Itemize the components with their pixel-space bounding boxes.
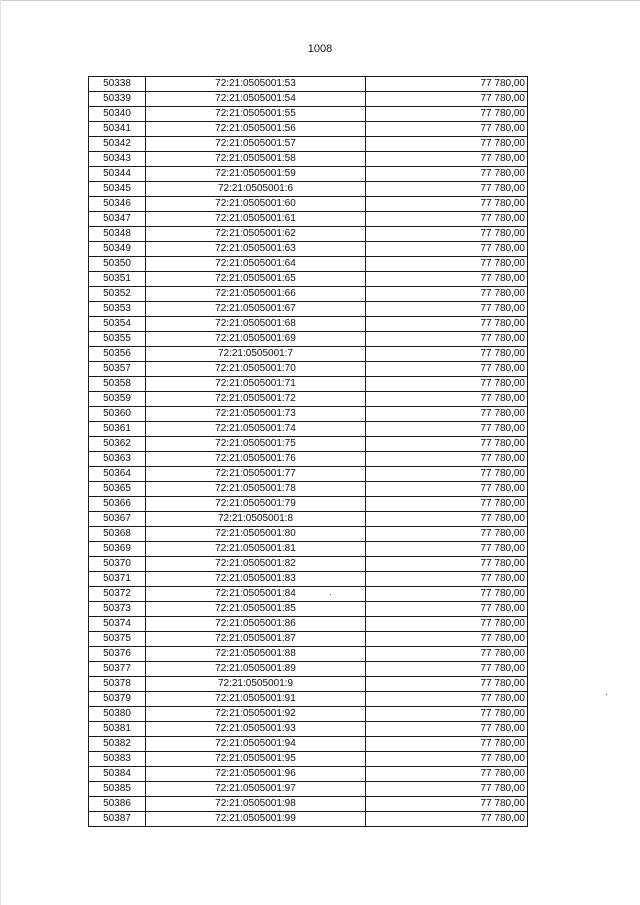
amount-cell: 77 780,00: [366, 197, 528, 212]
table-row: [89, 587, 528, 602]
table-row: [89, 557, 528, 572]
cadastral-number-cell: 72:21:0505001:69: [146, 332, 366, 347]
row-number-cell: 50365: [89, 482, 146, 497]
row-number-cell: 50361: [89, 422, 146, 437]
cadastral-number-cell: 72:21:0505001:93: [146, 722, 366, 737]
row-number-cell: 50343: [89, 152, 146, 167]
table-row: [89, 467, 528, 482]
amount-cell: 77 780,00: [366, 92, 528, 107]
row-number-cell: 50341: [89, 122, 146, 137]
row-number-cell: 50362: [89, 437, 146, 452]
row-number-cell: 50353: [89, 302, 146, 317]
table-row: [89, 377, 528, 392]
row-number-cell: 50377: [89, 662, 146, 677]
cadastral-number-cell: 72:21:0505001:61: [146, 212, 366, 227]
cadastral-number-cell: 72:21:0505001:89: [146, 662, 366, 677]
row-number-cell: 50344: [89, 167, 146, 182]
row-number-cell: 50383: [89, 752, 146, 767]
cadastral-number-cell: 72:21:0505001:95: [146, 752, 366, 767]
scan-edge-left: [0, 0, 1, 905]
table-row: [89, 452, 528, 467]
table-row: [89, 437, 528, 452]
row-number-cell: 50381: [89, 722, 146, 737]
row-number-cell: 50350: [89, 257, 146, 272]
row-number-cell: 50384: [89, 767, 146, 782]
cadastral-number-cell: 72:21:0505001:85: [146, 602, 366, 617]
row-number-cell: 50356: [89, 347, 146, 362]
table-row: [89, 812, 528, 827]
amount-cell: 77 780,00: [366, 122, 528, 137]
cadastral-number-cell: 72:21:0505001:92: [146, 707, 366, 722]
row-number-cell: 50379: [89, 692, 146, 707]
amount-cell: 77 780,00: [366, 227, 528, 242]
cadastral-number-cell: 72:21:0505001:84: [146, 587, 366, 602]
table-row: [89, 257, 528, 272]
amount-cell: 77 780,00: [366, 317, 528, 332]
table-row: [89, 677, 528, 692]
cadastral-number-cell: 72:21:0505001:96: [146, 767, 366, 782]
row-number-cell: 50354: [89, 317, 146, 332]
amount-cell: 77 780,00: [366, 422, 528, 437]
table-row: [89, 632, 528, 647]
table-row: [89, 302, 528, 317]
table-row: [89, 317, 528, 332]
amount-cell: 77 780,00: [366, 137, 528, 152]
cadastral-number-cell: 72:21:0505001:57: [146, 137, 366, 152]
table-row: [89, 332, 528, 347]
amount-cell: 77 780,00: [366, 572, 528, 587]
amount-cell: 77 780,00: [366, 302, 528, 317]
table-row: [89, 767, 528, 782]
cadastral-number-cell: 72:21:0505001:94: [146, 737, 366, 752]
cadastral-number-cell: 72:21:0505001:91: [146, 692, 366, 707]
row-number-cell: 50351: [89, 272, 146, 287]
cadastral-number-cell: 72:21:0505001:77: [146, 467, 366, 482]
row-number-cell: 50345: [89, 182, 146, 197]
amount-cell: 77 780,00: [366, 632, 528, 647]
amount-cell: 77 780,00: [366, 587, 528, 602]
row-number-cell: 50342: [89, 137, 146, 152]
table-row: [89, 512, 528, 527]
cadastral-number-cell: 72:21:0505001:73: [146, 407, 366, 422]
row-number-cell: 50339: [89, 92, 146, 107]
row-number-cell: 50369: [89, 542, 146, 557]
scan-edge-top: [0, 0, 640, 1]
table-row: [89, 167, 528, 182]
amount-cell: 77 780,00: [366, 332, 528, 347]
row-number-cell: 50385: [89, 782, 146, 797]
cadastral-number-cell: 72:21:0505001:62: [146, 227, 366, 242]
amount-cell: 77 780,00: [366, 497, 528, 512]
amount-cell: 77 780,00: [366, 482, 528, 497]
cadastral-number-cell: 72:21:0505001:9: [146, 677, 366, 692]
cadastral-number-cell: 72:21:0505001:97: [146, 782, 366, 797]
amount-cell: 77 780,00: [366, 797, 528, 812]
table-row: [89, 707, 528, 722]
row-number-cell: 50367: [89, 512, 146, 527]
table-row: [89, 362, 528, 377]
row-number-cell: 50357: [89, 362, 146, 377]
row-number-cell: 50338: [89, 77, 146, 92]
table-row: [89, 107, 528, 122]
table-row: [89, 752, 528, 767]
amount-cell: 77 780,00: [366, 452, 528, 467]
table-row: [89, 227, 528, 242]
amount-cell: 77 780,00: [366, 617, 528, 632]
row-number-cell: 50348: [89, 227, 146, 242]
row-number-cell: 50374: [89, 617, 146, 632]
table-row: [89, 407, 528, 422]
amount-cell: 77 780,00: [366, 392, 528, 407]
cadastral-number-cell: 72:21:0505001:99: [146, 812, 366, 827]
row-number-cell: 50368: [89, 527, 146, 542]
row-number-cell: 50346: [89, 197, 146, 212]
amount-cell: 77 780,00: [366, 542, 528, 557]
cadastral-number-cell: 72:21:0505001:75: [146, 437, 366, 452]
amount-cell: 77 780,00: [366, 167, 528, 182]
cadastral-number-cell: 72:21:0505001:79: [146, 497, 366, 512]
table-row: [89, 722, 528, 737]
amount-cell: 77 780,00: [366, 242, 528, 257]
row-number-cell: 50355: [89, 332, 146, 347]
table-row: [89, 797, 528, 812]
amount-cell: 77 780,00: [366, 722, 528, 737]
amount-cell: 77 780,00: [366, 437, 528, 452]
table-row: [89, 212, 528, 227]
table-row: [89, 77, 528, 92]
row-number-cell: 50359: [89, 392, 146, 407]
row-number-cell: 50373: [89, 602, 146, 617]
row-number-cell: 50358: [89, 377, 146, 392]
cadastral-number-cell: 72:21:0505001:53: [146, 77, 366, 92]
cadastral-number-cell: 72:21:0505001:63: [146, 242, 366, 257]
amount-cell: 77 780,00: [366, 152, 528, 167]
amount-cell: 77 780,00: [366, 707, 528, 722]
amount-cell: 77 780,00: [366, 662, 528, 677]
amount-cell: 77 780,00: [366, 272, 528, 287]
amount-cell: 77 780,00: [366, 812, 528, 827]
amount-cell: 77 780,00: [366, 602, 528, 617]
table-row: [89, 602, 528, 617]
registry-table: [88, 76, 528, 827]
row-number-cell: 50347: [89, 212, 146, 227]
table-row: [89, 347, 528, 362]
table-row: [89, 392, 528, 407]
amount-cell: 77 780,00: [366, 512, 528, 527]
row-number-cell: 50386: [89, 797, 146, 812]
cadastral-number-cell: 72:21:0505001:65: [146, 272, 366, 287]
cadastral-number-cell: 72:21:0505001:7: [146, 347, 366, 362]
table-row: [89, 497, 528, 512]
table-row: [89, 197, 528, 212]
amount-cell: 77 780,00: [366, 362, 528, 377]
amount-cell: 77 780,00: [366, 677, 528, 692]
row-number-cell: 50363: [89, 452, 146, 467]
cadastral-number-cell: 72:21:0505001:59: [146, 167, 366, 182]
scan-speck: [330, 594, 331, 595]
row-number-cell: 50376: [89, 647, 146, 662]
cadastral-number-cell: 72:21:0505001:55: [146, 107, 366, 122]
table-row: [89, 287, 528, 302]
row-number-cell: 50387: [89, 812, 146, 827]
table-row: [89, 737, 528, 752]
cadastral-number-cell: 72:21:0505001:81: [146, 542, 366, 557]
table-row: [89, 782, 528, 797]
amount-cell: 77 780,00: [366, 212, 528, 227]
row-number-cell: 50352: [89, 287, 146, 302]
row-number-cell: 50375: [89, 632, 146, 647]
table-row: [89, 617, 528, 632]
cadastral-number-cell: 72:21:0505001:68: [146, 317, 366, 332]
cadastral-number-cell: 72:21:0505001:54: [146, 92, 366, 107]
cadastral-number-cell: 72:21:0505001:64: [146, 257, 366, 272]
amount-cell: 77 780,00: [366, 377, 528, 392]
scan-speck: [606, 694, 607, 695]
row-number-cell: 50340: [89, 107, 146, 122]
table-row: [89, 137, 528, 152]
amount-cell: 77 780,00: [366, 737, 528, 752]
row-number-cell: 50360: [89, 407, 146, 422]
cadastral-number-cell: 72:21:0505001:80: [146, 527, 366, 542]
cadastral-number-cell: 72:21:0505001:98: [146, 797, 366, 812]
table-row: [89, 692, 528, 707]
cadastral-number-cell: 72:21:0505001:71: [146, 377, 366, 392]
cadastral-number-cell: 72:21:0505001:70: [146, 362, 366, 377]
cadastral-number-cell: 72:21:0505001:78: [146, 482, 366, 497]
cadastral-number-cell: 72:21:0505001:86: [146, 617, 366, 632]
amount-cell: 77 780,00: [366, 347, 528, 362]
table-row: [89, 92, 528, 107]
amount-cell: 77 780,00: [366, 752, 528, 767]
table-row: [89, 182, 528, 197]
amount-cell: 77 780,00: [366, 647, 528, 662]
cadastral-number-cell: 72:21:0505001:83: [146, 572, 366, 587]
cadastral-number-cell: 72:21:0505001:67: [146, 302, 366, 317]
row-number-cell: 50378: [89, 677, 146, 692]
amount-cell: 77 780,00: [366, 692, 528, 707]
cadastral-number-cell: 72:21:0505001:8: [146, 512, 366, 527]
table-row: [89, 152, 528, 167]
cadastral-number-cell: 72:21:0505001:58: [146, 152, 366, 167]
amount-cell: 77 780,00: [366, 107, 528, 122]
table-row: [89, 272, 528, 287]
row-number-cell: 50366: [89, 497, 146, 512]
amount-cell: 77 780,00: [366, 407, 528, 422]
cadastral-number-cell: 72:21:0505001:74: [146, 422, 366, 437]
amount-cell: 77 780,00: [366, 527, 528, 542]
row-number-cell: 50372: [89, 587, 146, 602]
cadastral-number-cell: 72:21:0505001:66: [146, 287, 366, 302]
page-number: 1008: [307, 43, 333, 55]
registry-table-body: [89, 77, 528, 827]
row-number-cell: 50382: [89, 737, 146, 752]
amount-cell: 77 780,00: [366, 257, 528, 272]
cadastral-number-cell: 72:21:0505001:56: [146, 122, 366, 137]
row-number-cell: 50349: [89, 242, 146, 257]
amount-cell: 77 780,00: [366, 767, 528, 782]
table-row: [89, 422, 528, 437]
amount-cell: 77 780,00: [366, 467, 528, 482]
table-row: [89, 122, 528, 137]
row-number-cell: 50380: [89, 707, 146, 722]
table-row: [89, 647, 528, 662]
table-row: [89, 482, 528, 497]
cadastral-number-cell: 72:21:0505001:60: [146, 197, 366, 212]
cadastral-number-cell: 72:21:0505001:88: [146, 647, 366, 662]
table-row: [89, 242, 528, 257]
table-row: [89, 662, 528, 677]
amount-cell: 77 780,00: [366, 182, 528, 197]
table-row: [89, 572, 528, 587]
amount-cell: 77 780,00: [366, 77, 528, 92]
row-number-cell: 50370: [89, 557, 146, 572]
cadastral-number-cell: 72:21:0505001:76: [146, 452, 366, 467]
amount-cell: 77 780,00: [366, 287, 528, 302]
cadastral-number-cell: 72:21:0505001:6: [146, 182, 366, 197]
row-number-cell: 50364: [89, 467, 146, 482]
row-number-cell: 50371: [89, 572, 146, 587]
amount-cell: 77 780,00: [366, 557, 528, 572]
table-row: [89, 542, 528, 557]
cadastral-number-cell: 72:21:0505001:82: [146, 557, 366, 572]
table-row: [89, 527, 528, 542]
cadastral-number-cell: 72:21:0505001:72: [146, 392, 366, 407]
amount-cell: 77 780,00: [366, 782, 528, 797]
cadastral-number-cell: 72:21:0505001:87: [146, 632, 366, 647]
